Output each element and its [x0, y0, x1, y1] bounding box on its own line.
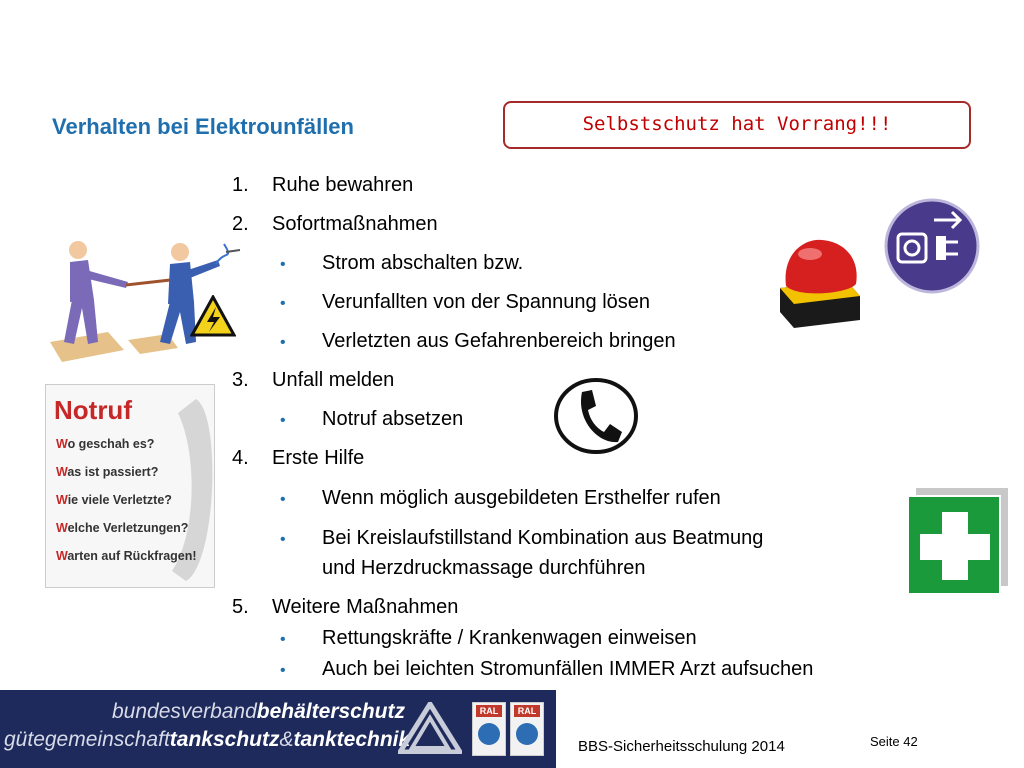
bullet-icon: •: [280, 295, 286, 312]
list-bullet-item: [280, 486, 721, 512]
bullet-icon: •: [280, 412, 286, 429]
list-bullet-item: [280, 626, 697, 652]
list-bullet-item: [280, 329, 676, 355]
list-number: 4.: [232, 447, 249, 469]
list-text: Verunfallten von der Spannung lösen: [322, 291, 651, 313]
association-logo-icon: [398, 702, 462, 754]
first-aid-cross-icon: [908, 488, 1008, 594]
list-text: Notruf absetzen: [322, 408, 464, 430]
list-text: Bei Kreislaufstillstand Kombination aus Beatmung: [322, 527, 764, 549]
bullet-icon: •: [280, 631, 286, 648]
slide-title: Verhalten bei Elektrounfällen: [52, 114, 354, 139]
notruf-line: Was ist passiert?: [56, 465, 159, 479]
footer-line-2: gütegemeinschafttankschutz&tanktechnik: [4, 728, 411, 751]
list-text: Weitere Maßnahmen: [272, 596, 459, 618]
ral-quality-badge: RAL: [510, 702, 544, 756]
page-number: Seite 42: [870, 734, 918, 749]
ral-quality-badge: RAL: [472, 702, 506, 756]
list-number: 5.: [232, 596, 249, 618]
bullet-icon: •: [280, 531, 286, 548]
notruf-line: Warten auf Rückfragen!: [56, 549, 197, 563]
notruf-line: Wie viele Verletzte?: [56, 493, 172, 507]
list-text: Auch bei leichten Stromunfällen IMMER Arzt aufsuchen: [322, 658, 814, 680]
callout-text: Selbstschutz hat Vorrang!!!: [582, 113, 892, 135]
list-text-continued: und Herzdruckmassage durchführen: [322, 557, 646, 579]
course-label: BBS-Sicherheitsschulung 2014: [578, 738, 785, 755]
emergency-stop-button-icon: [776, 236, 862, 328]
list-bullet-item: [280, 526, 764, 579]
list-text: Ruhe bewahren: [272, 174, 414, 196]
bullet-icon: •: [280, 491, 286, 508]
list-number: 2.: [232, 213, 249, 235]
electric-hazard-warning-icon: [190, 295, 236, 337]
footer-logo-band: [0, 690, 556, 768]
footer-line-1: bundesverbandbehälterschutz: [112, 700, 405, 723]
list-text: Unfall melden: [272, 369, 395, 391]
list-bullet-item: [280, 407, 464, 433]
list-bullet-item: [280, 290, 651, 316]
content-list: [232, 0, 972, 690]
bullet-icon: •: [280, 334, 286, 351]
list-text: Strom abschalten bzw.: [322, 252, 524, 274]
bullet-icon: •: [280, 662, 286, 679]
bullet-icon: •: [280, 256, 286, 273]
list-number: 1.: [232, 174, 249, 196]
list-text: Erste Hilfe: [272, 447, 365, 469]
unplug-power-icon: [884, 198, 980, 294]
list-text: Sofortmaßnahmen: [272, 213, 438, 235]
notruf-card: [45, 384, 215, 588]
list-text: Rettungskräfte / Krankenwagen einweisen: [322, 627, 697, 649]
list-bullet-item: [280, 251, 524, 277]
telephone-icon: [552, 376, 640, 456]
list-number: 3.: [232, 369, 249, 391]
list-bullet-item: [280, 657, 814, 683]
notruf-line: Welche Verletzungen?: [56, 521, 189, 535]
notruf-heading: Notruf: [54, 395, 132, 425]
notruf-line: Wo geschah es?: [56, 437, 155, 451]
list-text: Verletzten aus Gefahrenbereich bringen: [322, 330, 676, 352]
list-text: Wenn möglich ausgebildeten Ersthelfer rufen: [322, 487, 721, 509]
